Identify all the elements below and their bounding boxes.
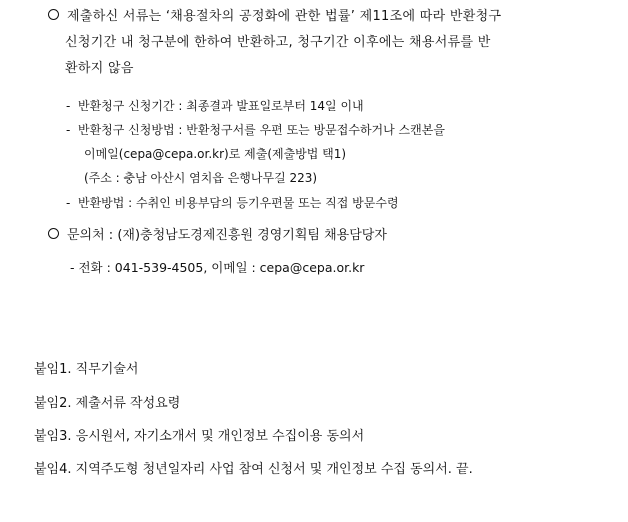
return-detail-item: 이메일(cepa@cepa.or.kr)로 제출(제출방법 택1) <box>84 147 347 161</box>
notice-line-3: 환하지 않음 <box>65 61 134 76</box>
attachment-item: 붙임2. 제출서류 작성요령 <box>34 396 181 411</box>
attachment-item: 붙임3. 응시원서, 자기소개서 및 개인정보 수집이용 동의서 <box>34 429 365 444</box>
return-detail-item: - 반환청구 신청기간 : 최종결과 발표일로부터 14일 이내 <box>66 99 364 113</box>
notice-paragraph <box>48 4 608 82</box>
return-detail-item: - 반환방법 : 수취인 비용부담의 등기우편물 또는 직접 방문수령 <box>66 196 399 210</box>
circle-bullet-icon <box>48 9 59 20</box>
attachment-item: 붙임4. 지역주도형 청년일자리 사업 참여 신청서 및 개인정보 수집 동의서. 끝. <box>34 462 473 477</box>
contact-heading: 문의처 : (재)충청남도경제진흥원 경영기획팀 채용담당자 <box>48 223 387 249</box>
contact-detail: - 전화 : 041-539-4505, 이메일 : cepa@cepa.or.kr <box>70 260 365 275</box>
attachment-item: 붙임1. 직무기술서 <box>34 362 139 377</box>
return-detail-item: - 반환청구 신청방법 : 반환청구서를 우편 또는 방문접수하거나 스캔본을 <box>66 123 445 137</box>
circle-bullet-icon <box>48 228 59 239</box>
return-detail-item: (주소 : 충남 아산시 염치읍 은행나무길 223) <box>84 171 318 185</box>
notice-line-1: 제출하신 서류는 ‘채용절차의 공정화에 관한 법률’ 제11조에 따라 반환청구 <box>67 9 502 24</box>
notice-line-2: 신청기간 내 청구분에 한하여 반환하고, 청구기간 이후에는 채용서류를 반 <box>65 35 491 50</box>
